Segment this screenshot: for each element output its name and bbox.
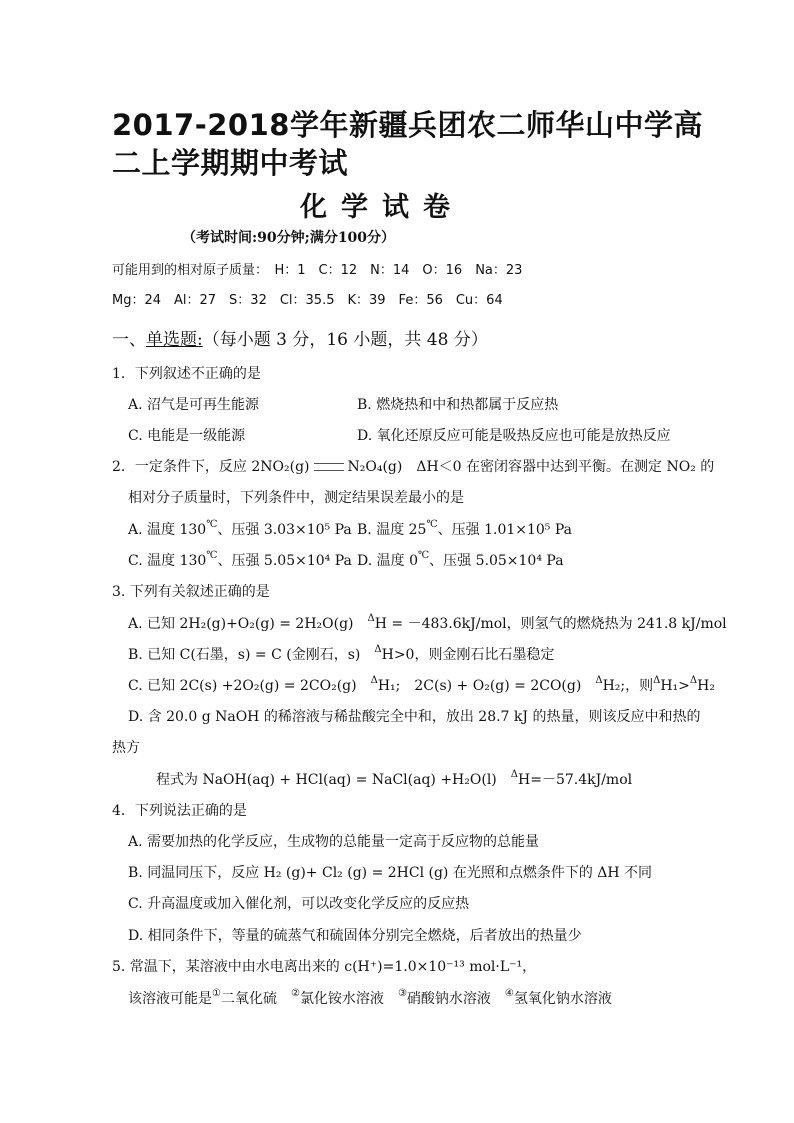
- q3-option-d: D. 含 20.0 g NaOH 的稀溶液与稀盐酸完全中和，放出 28.7 kJ 的热量，则该反应中和热的: [128, 709, 701, 725]
- q4-stem: 4．下列说法正确的是: [112, 803, 247, 819]
- q5-stem: 5. 常温下，某溶液中由水电离出来的 c(H⁺)=1.0×10⁻¹³ mol·L⁻¹，: [112, 959, 537, 975]
- q3-thermo-equation: 程式为 NaOH(aq) + HCl(aq) = NaCl(aq) +H₂O(l): [156, 772, 497, 788]
- section-heading: [112, 325, 488, 350]
- q2-stem-line-2: 相对分子质量时，下列条件中，测定结果误差最小的是: [128, 490, 464, 506]
- q3-option-b: [128, 646, 554, 666]
- equilibrium-arrow-icon: [314, 463, 344, 471]
- q5-item-4: 氢氧化钠水溶液: [513, 991, 612, 1007]
- delta-symbol: Δ: [689, 675, 698, 686]
- q3-option-c-compare: H₁>: [660, 678, 690, 694]
- q4-option-a: A. 需要加热的化学反应，生成物的总能量一定高于反应物的总能量: [128, 834, 540, 850]
- q2-option-b: [357, 521, 572, 541]
- title-line-1: 2017-2018学年新疆兵团农二师华山中学高: [112, 108, 703, 142]
- delta-symbol: Δ: [510, 769, 518, 780]
- degree-symbol: ℃: [426, 519, 438, 530]
- delta-symbol: Δ: [653, 675, 661, 686]
- q2-option-c-temp: C. 温度 130: [128, 553, 207, 569]
- q2-option-b-pressure: 、压强 1.01×10⁵ Pa: [437, 522, 573, 538]
- q2-option-a: [128, 521, 352, 541]
- q2-option-c: [128, 552, 352, 572]
- q2-option-c-pressure: 、压强 5.05×10⁴ Pa: [217, 553, 352, 569]
- delta-symbol: Δ: [370, 675, 378, 686]
- q5-choices: [128, 990, 612, 1010]
- title-line-2: 二上学期期中考试: [112, 146, 349, 180]
- q3-option-a: [128, 615, 727, 635]
- q2-option-d-temp: D. 温度 0: [357, 553, 418, 569]
- q3-stem: 3. 下列有关叙述正确的是: [112, 584, 270, 600]
- q3-option-c-then: H₂;，则: [602, 678, 654, 694]
- q2-option-a-pressure: 、压强 3.03×10⁵ Pa: [217, 522, 352, 538]
- circled-number-2: ②: [290, 988, 300, 999]
- q3-option-a-conclusion: H = －483.6kJ/mol，则氢气的燃烧热为 241.8 kJ/mol: [374, 616, 727, 632]
- q5-item-3: 硝酸钠水溶液: [406, 991, 491, 1007]
- q2-stem: [112, 458, 714, 476]
- delta-symbol: Δ: [595, 675, 603, 686]
- q2-option-d-pressure: 、压强 5.05×10⁴ Pa: [429, 553, 564, 569]
- q3-option-b-equation: B. 已知 C(石墨，s) = C (金刚石，s): [128, 647, 361, 663]
- circled-number-1: ①: [212, 988, 221, 999]
- q2-stem-part-1: 2．一定条件下，反应 2NO₂(g): [112, 459, 310, 475]
- q3-option-c-eq2: H₁; 2C(s) + O₂(g) = 2CO(g): [377, 678, 582, 694]
- q3-option-c-h2: H₂: [697, 678, 715, 694]
- degree-symbol: ℃: [206, 550, 218, 561]
- q2-stem-part-2: N₂O₄(g) ΔH＜0 在密闭容器中达到平衡。在测定 NO₂ 的: [347, 459, 715, 475]
- section-prefix: 一、: [112, 330, 146, 350]
- atomic-mass-line-2: Mg：24 Al：27 S：32 Cl：35.5 K：39 Fe：56 Cu：64: [112, 293, 503, 308]
- q1-stem: 1．下列叙述不正确的是: [112, 366, 261, 382]
- q1-option-b: B. 燃烧热和中和热都属于反应热: [357, 397, 559, 413]
- degree-symbol: ℃: [417, 550, 430, 561]
- q4-option-d: D. 相同条件下，等量的硫蒸气和硫固体分别完全燃烧，后者放出的热量少: [128, 928, 582, 944]
- delta-symbol: Δ: [367, 613, 375, 624]
- q3-option-a-equation: A. 已知 2H₂(g)+O₂(g) = 2H₂O(g): [128, 616, 354, 632]
- q2-option-a-temp: A. 温度 130: [128, 522, 207, 538]
- circled-number-3: ③: [397, 988, 407, 999]
- q3-option-d-line-2: 热方: [112, 740, 140, 756]
- q4-option-b: B. 同温同压下，反应 H₂ (g)+ Cl₂ (g) = 2HCl (g) 在光照和点燃条件下的 ΔH 不同: [128, 865, 653, 881]
- q2-option-d: [357, 552, 564, 572]
- delta-symbol: Δ: [374, 644, 382, 655]
- degree-symbol: ℃: [206, 519, 218, 530]
- q5-lead: 该溶液可能是: [128, 991, 212, 1007]
- q1-option-c: C. 电能是一级能源: [128, 428, 246, 444]
- circled-number-4: ④: [504, 988, 514, 999]
- q3-option-d-line-3: [156, 771, 632, 791]
- q2-option-b-temp: B. 温度 25: [357, 522, 427, 538]
- exam-info: （考试时间:90分钟;满分100分）: [182, 230, 396, 246]
- q3-thermo-value: H=－57.4kJ/mol: [518, 772, 633, 788]
- q5-item-1: 二氧化硫: [220, 991, 277, 1007]
- q5-item-2: 氯化铵水溶液: [299, 991, 384, 1007]
- q3-option-b-conclusion: H>0，则金刚石比石墨稳定: [381, 647, 555, 663]
- q3-option-c-eq1: C. 已知 2C(s) +2O₂(g) = 2CO₂(g): [128, 678, 357, 694]
- subtitle: 化学试卷: [300, 192, 464, 223]
- q1-option-d: D. 氧化还原反应可能是吸热反应也可能是放热反应: [357, 428, 671, 444]
- section-name: 单选题:: [146, 330, 203, 350]
- q4-option-c: C. 升高温度或加入催化剂，可以改变化学反应的反应热: [128, 896, 470, 912]
- q3-option-c: [128, 677, 715, 697]
- q1-option-a: A. 沼气是可再生能源: [128, 397, 260, 413]
- atomic-mass-line-1: 可能用到的相对原子质量： H：1 C：12 N：14 O：16 Na：23: [112, 263, 523, 278]
- section-desc: （每小题 3 分，16 小题，共 48 分）: [202, 330, 488, 350]
